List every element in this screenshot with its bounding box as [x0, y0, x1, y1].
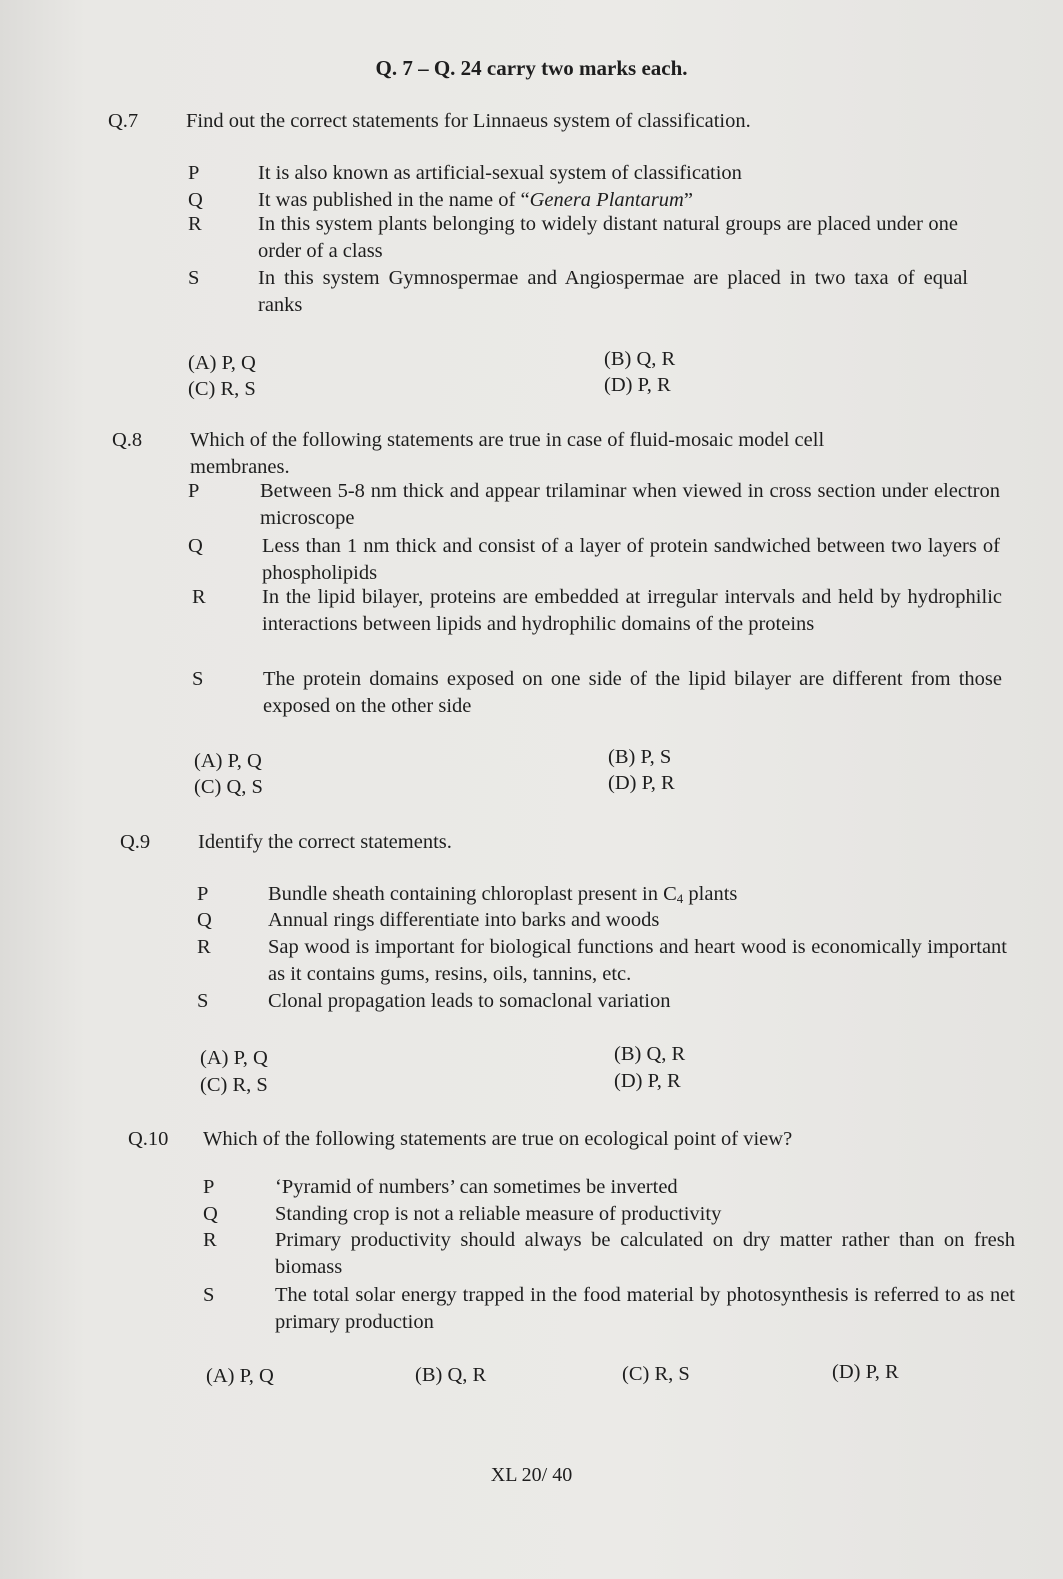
question-8: [112, 427, 992, 481]
option-c: (C) R, S: [188, 378, 256, 400]
statement-text: Primary productivity should always be calculated on dry matter rather than on fresh biomass: [275, 1229, 1015, 1278]
option-a: (A) P, Q: [194, 750, 262, 772]
statement-label: Q: [188, 189, 203, 211]
statement-text: The total solar energy trapped in the food material by photosynthesis is referred to as net primary production: [275, 1284, 1015, 1333]
statement-text: In the lipid bilayer, proteins are embedded at irregular intervals and held by hydrophilic interactions between lipids and hydrophilic domains of the proteins: [262, 586, 1002, 635]
statement-label: P: [203, 1176, 215, 1198]
statement-label: R: [192, 586, 206, 608]
option-a: (A) P, Q: [188, 352, 256, 374]
question-number: Q.8: [112, 429, 143, 451]
statement-text: In this system plants belonging to widely distant natural groups are placed under one order of a class: [258, 213, 958, 262]
statement-label: R: [197, 936, 211, 958]
question-number: Q.7: [108, 110, 139, 132]
statement-text: In this system Gymnospermae and Angiospermae are placed in two taxa of equal ranks: [258, 267, 968, 316]
option-b: (B) Q, R: [415, 1364, 487, 1386]
statement-label: S: [188, 267, 200, 289]
statement-text: Annual rings differentiate into barks and woods: [268, 909, 660, 931]
statement-label: P: [188, 480, 200, 502]
option-c: (C) Q, S: [194, 776, 263, 798]
option-b: (B) Q, R: [604, 348, 676, 370]
question-text: Which of the following statements are true in case of fluid-mosaic model cell membranes.: [190, 429, 825, 478]
page-footer: XL 20/ 40: [490, 1464, 573, 1486]
question-text: Which of the following statements are true on ecological point of view?: [203, 1128, 793, 1150]
option-d: (D) P, R: [608, 772, 675, 794]
statement-text: It was published in the name of “Genera Plantarum”: [258, 189, 693, 211]
statement-text: Between 5-8 nm thick and appear trilaminar when viewed in cross section under electron microscope: [260, 480, 1000, 529]
statement-label: S: [192, 668, 204, 690]
statement-text: Standing crop is not a reliable measure of productivity: [275, 1203, 722, 1225]
statement-text: ‘Pyramid of numbers’ can sometimes be inverted: [275, 1176, 678, 1198]
option-a: (A) P, Q: [200, 1047, 268, 1069]
statement-text: It is also known as artificial-sexual system of classification: [258, 162, 742, 184]
statement-label: S: [203, 1284, 215, 1306]
option-b: (B) Q, R: [614, 1043, 686, 1065]
statement-text: Clonal propagation leads to somaclonal variation: [268, 990, 671, 1012]
statement-label: R: [188, 213, 202, 235]
statement-label: P: [188, 162, 200, 184]
question-text: Identify the correct statements.: [198, 831, 452, 853]
statement-text: The protein domains exposed on one side of the lipid bilayer are different from those exposed on the other side: [263, 668, 1002, 717]
option-d: (D) P, R: [614, 1070, 681, 1092]
question-10: [128, 1126, 1008, 1153]
option-d: (D) P, R: [832, 1361, 899, 1383]
statement-label: S: [197, 990, 209, 1012]
statement-label: Q: [188, 535, 203, 557]
option-c: (C) R, S: [622, 1363, 690, 1385]
statement-label: P: [197, 883, 209, 905]
question-number: Q.9: [120, 831, 151, 853]
option-b: (B) P, S: [608, 746, 672, 768]
statement-label: Q: [197, 909, 212, 931]
statement-text: Sap wood is important for biological functions and heart wood is economically important as it contains gums, resins, oils, tannins, etc.: [268, 936, 1007, 985]
question-7: [108, 108, 988, 135]
option-c: (C) R, S: [200, 1074, 268, 1096]
option-d: (D) P, R: [604, 374, 671, 396]
statement-text: Less than 1 nm thick and consist of a layer of protein sandwiched between two layers of phospholipids: [262, 535, 1000, 584]
statement-label: R: [203, 1229, 217, 1251]
question-text: Find out the correct statements for Linnaeus system of classification.: [186, 110, 751, 132]
question-9: [120, 829, 1000, 856]
question-number: Q.10: [128, 1128, 169, 1150]
statement-text: Bundle sheath containing chloroplast present in $C_4$ plants: [268, 883, 738, 906]
statement-label: Q: [203, 1203, 218, 1225]
section-header: Q. 7 – Q. 24 carry two marks each.: [375, 56, 688, 80]
option-a: (A) P, Q: [206, 1365, 274, 1387]
